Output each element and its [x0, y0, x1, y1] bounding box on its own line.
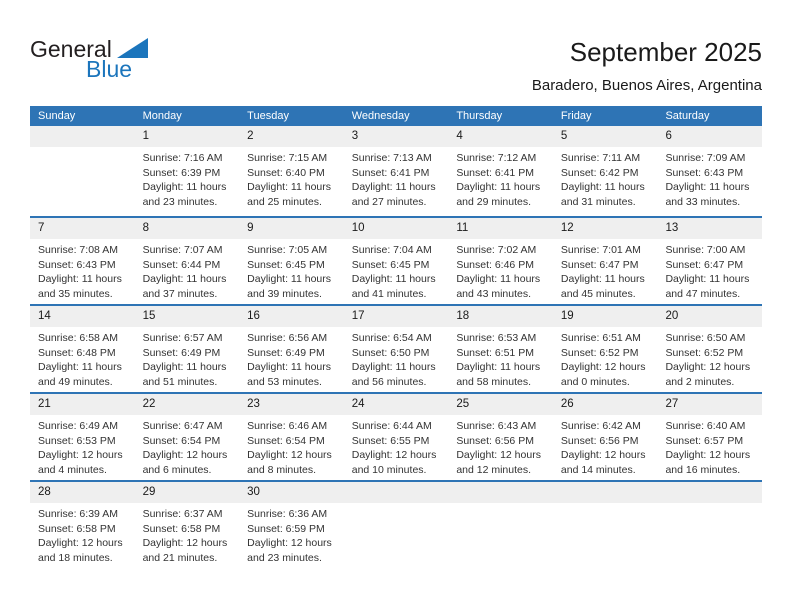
daylight-text-continued: and 45 minutes. [560, 287, 636, 300]
daylight-text: Daylight: 11 hours [142, 273, 227, 286]
day-cell [657, 394, 762, 480]
day-cell [657, 218, 762, 304]
sun-info [135, 503, 240, 565]
sun-info [657, 147, 762, 209]
daylight-text: Daylight: 12 hours [38, 449, 123, 462]
sun-info [344, 327, 449, 389]
daylight-text: Daylight: 11 hours [456, 273, 541, 286]
sun-info [657, 415, 762, 477]
daylight-text-continued: and 31 minutes. [560, 195, 636, 208]
day-cell [553, 126, 658, 216]
daylight-text: Daylight: 11 hours [456, 181, 541, 194]
sunrise-text: Sunrise: 7:04 AM [351, 244, 432, 256]
sun-info [553, 147, 658, 209]
daylight-text: Daylight: 11 hours [351, 181, 436, 194]
day-cell [30, 482, 135, 568]
sunrise-text: Sunrise: 6:57 AM [142, 332, 223, 344]
daylight-text: Daylight: 11 hours [247, 273, 332, 286]
daylight-text: Daylight: 12 hours [247, 537, 332, 550]
weekday-header-wednesday: Wednesday [351, 110, 410, 122]
title-block [262, 0, 762, 94]
sun-info [344, 415, 449, 477]
daylight-text-continued: and 25 minutes. [247, 195, 322, 208]
day-number: 21 [30, 394, 135, 415]
day-number: 29 [135, 482, 240, 503]
sun-info [448, 415, 553, 477]
day-number: 14 [30, 306, 135, 327]
sunset-text: Sunset: 6:58 PM [142, 522, 221, 535]
weekday-header-saturday: Saturday [665, 110, 710, 122]
sunset-text: Sunset: 6:48 PM [38, 346, 116, 359]
sunrise-text: Sunrise: 7:00 AM [665, 244, 746, 256]
day-number: 16 [239, 306, 344, 327]
sun-info [135, 415, 240, 477]
sunset-text: Sunset: 6:59 PM [247, 522, 325, 535]
sunrise-text: Sunrise: 6:36 AM [247, 508, 328, 520]
sunset-text: Sunset: 6:54 PM [247, 434, 325, 447]
sun-info [239, 503, 344, 565]
sunset-text: Sunset: 6:47 PM [560, 258, 639, 271]
calendar-week-row [30, 480, 762, 568]
day-number: 26 [553, 394, 658, 415]
day-number: 25 [448, 394, 553, 415]
day-number: 7 [30, 218, 135, 239]
weekday-header-row [30, 106, 762, 126]
daylight-text-continued: and 14 minutes. [560, 463, 636, 476]
daylight-text-continued: and 49 minutes. [38, 375, 113, 388]
sunrise-text: Sunrise: 7:15 AM [247, 152, 328, 164]
page-title: September 2025 [569, 37, 762, 67]
sunrise-text: Sunrise: 6:46 AM [247, 420, 328, 432]
day-cell [135, 218, 240, 304]
day-cell [657, 126, 762, 216]
daylight-text: Daylight: 11 hours [560, 273, 645, 286]
sun-info [344, 147, 449, 209]
daylight-text: Daylight: 11 hours [142, 181, 227, 194]
sunset-text: Sunset: 6:44 PM [142, 258, 221, 271]
day-cell [135, 394, 240, 480]
sun-info [448, 147, 553, 209]
day-cell [344, 306, 449, 392]
sunset-text: Sunset: 6:47 PM [665, 258, 744, 271]
day-number: 23 [239, 394, 344, 415]
sun-info [448, 239, 553, 301]
sunset-text: Sunset: 6:41 PM [351, 166, 430, 179]
day-number: 12 [553, 218, 658, 239]
daylight-text: Daylight: 12 hours [351, 449, 437, 462]
day-number [448, 482, 553, 503]
calendar-week-row [30, 216, 762, 304]
page-subtitle: Baradero, Buenos Aires, Argentina [531, 77, 762, 94]
day-number: 30 [239, 482, 344, 503]
daylight-text-continued: and 4 minutes. [38, 463, 107, 476]
sun-info [239, 239, 344, 301]
day-cell [344, 394, 449, 480]
sunrise-text: Sunrise: 6:47 AM [142, 420, 223, 432]
sunrise-text: Sunrise: 6:53 AM [456, 332, 537, 344]
daylight-text: Daylight: 11 hours [560, 181, 645, 194]
daylight-text-continued: and 18 minutes. [38, 551, 113, 564]
day-number: 22 [135, 394, 240, 415]
weekday-header-tuesday: Tuesday [247, 110, 289, 122]
daylight-text: Daylight: 12 hours [560, 449, 646, 462]
daylight-text: Daylight: 12 hours [38, 537, 123, 550]
daylight-text-continued: and 8 minutes. [247, 463, 317, 476]
day-cell [448, 126, 553, 216]
day-cell [30, 218, 135, 304]
day-cell [448, 218, 553, 304]
sunrise-text: Sunrise: 6:43 AM [456, 420, 537, 432]
sunset-text: Sunset: 6:49 PM [142, 346, 221, 359]
sunset-text: Sunset: 6:58 PM [38, 522, 116, 535]
daylight-text-continued: and 29 minutes. [456, 195, 532, 208]
sunset-text: Sunset: 6:46 PM [456, 258, 534, 271]
sunrise-text: Sunrise: 6:40 AM [665, 420, 746, 432]
day-cell [657, 306, 762, 392]
sun-info [30, 239, 135, 301]
daylight-text: Daylight: 12 hours [456, 449, 541, 462]
sunrise-text: Sunrise: 7:01 AM [560, 244, 641, 256]
day-number: 15 [135, 306, 240, 327]
day-cell [239, 306, 344, 392]
sunset-text: Sunset: 6:45 PM [351, 258, 430, 271]
sunset-text: Sunset: 6:50 PM [351, 346, 430, 359]
daylight-text-continued: and 0 minutes. [560, 375, 630, 388]
weekday-header-monday: Monday [142, 110, 182, 122]
day-number: 20 [657, 306, 762, 327]
daylight-text-continued: and 12 minutes. [456, 463, 532, 476]
sunrise-text: Sunrise: 6:50 AM [665, 332, 746, 344]
sunrise-text: Sunrise: 6:39 AM [38, 508, 118, 520]
daylight-text: Daylight: 11 hours [351, 273, 436, 286]
daylight-text-continued: and 53 minutes. [247, 375, 322, 388]
day-cell [30, 394, 135, 480]
sun-info [657, 239, 762, 301]
sunrise-text: Sunrise: 7:09 AM [665, 152, 746, 164]
sunset-text: Sunset: 6:52 PM [665, 346, 744, 359]
sunrise-text: Sunrise: 6:54 AM [351, 332, 432, 344]
day-number: 19 [553, 306, 658, 327]
calendar-body [30, 126, 762, 568]
sun-info [135, 147, 240, 209]
day-cell [239, 218, 344, 304]
daylight-text-continued: and 39 minutes. [247, 287, 322, 300]
weekday-header-friday: Friday [560, 110, 592, 122]
day-cell [30, 306, 135, 392]
day-cell [135, 126, 240, 216]
daylight-text: Daylight: 12 hours [142, 537, 228, 550]
daylight-text-continued: and 10 minutes. [351, 463, 427, 476]
empty-day-cell [30, 126, 135, 216]
day-cell [239, 394, 344, 480]
day-cell [553, 306, 658, 392]
daylight-text-continued: and 6 minutes. [142, 463, 212, 476]
sunrise-text: Sunrise: 6:42 AM [560, 420, 641, 432]
daylight-text-continued: and 21 minutes. [142, 551, 218, 564]
sun-info [553, 327, 658, 389]
day-cell [553, 394, 658, 480]
sun-info [553, 239, 658, 301]
sunset-text: Sunset: 6:54 PM [142, 434, 221, 447]
sunrise-text: Sunrise: 6:37 AM [142, 508, 223, 520]
sunrise-text: Sunrise: 7:07 AM [142, 244, 223, 256]
empty-day-cell [553, 482, 658, 568]
day-number: 6 [657, 126, 762, 147]
weekday-header-thursday: Thursday [456, 110, 503, 122]
daylight-text-continued: and 43 minutes. [456, 287, 532, 300]
sun-info [344, 239, 449, 301]
empty-day-cell [448, 482, 553, 568]
daylight-text: Daylight: 11 hours [665, 273, 750, 286]
sunrise-text: Sunrise: 7:13 AM [351, 152, 432, 164]
sunrise-text: Sunrise: 7:12 AM [456, 152, 537, 164]
sunset-text: Sunset: 6:57 PM [665, 434, 744, 447]
daylight-text-continued: and 41 minutes. [351, 287, 427, 300]
daylight-text-continued: and 27 minutes. [351, 195, 427, 208]
day-number: 4 [448, 126, 553, 147]
sun-info [30, 415, 135, 477]
day-number: 13 [657, 218, 762, 239]
day-number: 18 [448, 306, 553, 327]
sunrise-text: Sunrise: 7:11 AM [560, 152, 641, 164]
day-cell [344, 126, 449, 216]
day-cell [135, 306, 240, 392]
day-number [30, 126, 135, 147]
sunset-text: Sunset: 6:39 PM [142, 166, 221, 179]
day-cell [448, 306, 553, 392]
day-number: 28 [30, 482, 135, 503]
daylight-text: Daylight: 12 hours [560, 361, 646, 374]
sunset-text: Sunset: 6:41 PM [456, 166, 534, 179]
day-number: 3 [344, 126, 449, 147]
sunset-text: Sunset: 6:51 PM [456, 346, 534, 359]
day-number: 17 [344, 306, 449, 327]
daylight-text-continued: and 2 minutes. [665, 375, 735, 388]
daylight-text: Daylight: 12 hours [247, 449, 332, 462]
day-number: 24 [344, 394, 449, 415]
sun-info [553, 415, 658, 477]
daylight-text: Daylight: 11 hours [665, 181, 750, 194]
sunset-text: Sunset: 6:53 PM [38, 434, 116, 447]
day-number [553, 482, 658, 503]
daylight-text: Daylight: 12 hours [665, 449, 751, 462]
sun-info [239, 415, 344, 477]
day-number: 9 [239, 218, 344, 239]
day-number [657, 482, 762, 503]
daylight-text: Daylight: 11 hours [456, 361, 541, 374]
day-number: 11 [448, 218, 553, 239]
daylight-text-continued: and 51 minutes. [142, 375, 218, 388]
daylight-text: Daylight: 11 hours [38, 273, 122, 286]
calendar-week-row [30, 392, 762, 480]
sun-info [239, 147, 344, 209]
daylight-text: Daylight: 12 hours [665, 361, 751, 374]
sunrise-text: Sunrise: 6:49 AM [38, 420, 118, 432]
daylight-text-continued: and 33 minutes. [665, 195, 741, 208]
sunrise-text: Sunrise: 7:16 AM [142, 152, 223, 164]
day-number: 27 [657, 394, 762, 415]
empty-day-cell [344, 482, 449, 568]
day-number: 2 [239, 126, 344, 147]
logo-general-text: General [30, 36, 112, 62]
calendar-week-row [30, 304, 762, 392]
daylight-text: Daylight: 11 hours [247, 361, 332, 374]
logo-blue-text: Blue [86, 56, 133, 82]
sun-info [30, 503, 135, 565]
daylight-text-continued: and 58 minutes. [456, 375, 532, 388]
day-cell [239, 482, 344, 568]
daylight-text-continued: and 37 minutes. [142, 287, 218, 300]
sun-info [135, 239, 240, 301]
sunset-text: Sunset: 6:40 PM [247, 166, 325, 179]
sunrise-text: Sunrise: 7:02 AM [456, 244, 537, 256]
sun-info [657, 327, 762, 389]
sunrise-text: Sunrise: 6:44 AM [351, 420, 432, 432]
daylight-text: Daylight: 11 hours [247, 181, 332, 194]
sun-info [30, 327, 135, 389]
general-blue-logo [30, 36, 180, 88]
daylight-text-continued: and 23 minutes. [247, 551, 322, 564]
sun-info [239, 327, 344, 389]
daylight-text-continued: and 23 minutes. [142, 195, 218, 208]
day-cell [135, 482, 240, 568]
sun-info [135, 327, 240, 389]
daylight-text-continued: and 56 minutes. [351, 375, 427, 388]
daylight-text: Daylight: 11 hours [142, 361, 227, 374]
sunset-text: Sunset: 6:43 PM [38, 258, 116, 271]
sunrise-text: Sunrise: 6:56 AM [247, 332, 328, 344]
sunrise-text: Sunrise: 6:51 AM [560, 332, 641, 344]
day-number: 5 [553, 126, 658, 147]
sun-info [448, 327, 553, 389]
day-cell [239, 126, 344, 216]
weekday-header-sunday: Sunday [38, 110, 76, 122]
day-number: 8 [135, 218, 240, 239]
sunset-text: Sunset: 6:45 PM [247, 258, 325, 271]
sunrise-text: Sunrise: 7:05 AM [247, 244, 328, 256]
sunset-text: Sunset: 6:49 PM [247, 346, 325, 359]
day-number [344, 482, 449, 503]
sunset-text: Sunset: 6:56 PM [456, 434, 534, 447]
sunset-text: Sunset: 6:43 PM [665, 166, 744, 179]
day-cell [448, 394, 553, 480]
calendar-week-row [30, 126, 762, 216]
calendar-table [30, 106, 762, 568]
daylight-text: Daylight: 11 hours [38, 361, 122, 374]
page-header [30, 0, 762, 106]
daylight-text-continued: and 35 minutes. [38, 287, 113, 300]
empty-day-cell [657, 482, 762, 568]
day-cell [344, 218, 449, 304]
day-number: 1 [135, 126, 240, 147]
day-number: 10 [344, 218, 449, 239]
sunset-text: Sunset: 6:56 PM [560, 434, 639, 447]
daylight-text-continued: and 16 minutes. [665, 463, 741, 476]
daylight-text: Daylight: 11 hours [351, 361, 436, 374]
sunrise-text: Sunrise: 7:08 AM [38, 244, 118, 256]
sunset-text: Sunset: 6:42 PM [560, 166, 639, 179]
daylight-text: Daylight: 12 hours [142, 449, 228, 462]
daylight-text-continued: and 47 minutes. [665, 287, 741, 300]
sunset-text: Sunset: 6:52 PM [560, 346, 639, 359]
sunset-text: Sunset: 6:55 PM [351, 434, 430, 447]
day-cell [553, 218, 658, 304]
sunrise-text: Sunrise: 6:58 AM [38, 332, 118, 344]
